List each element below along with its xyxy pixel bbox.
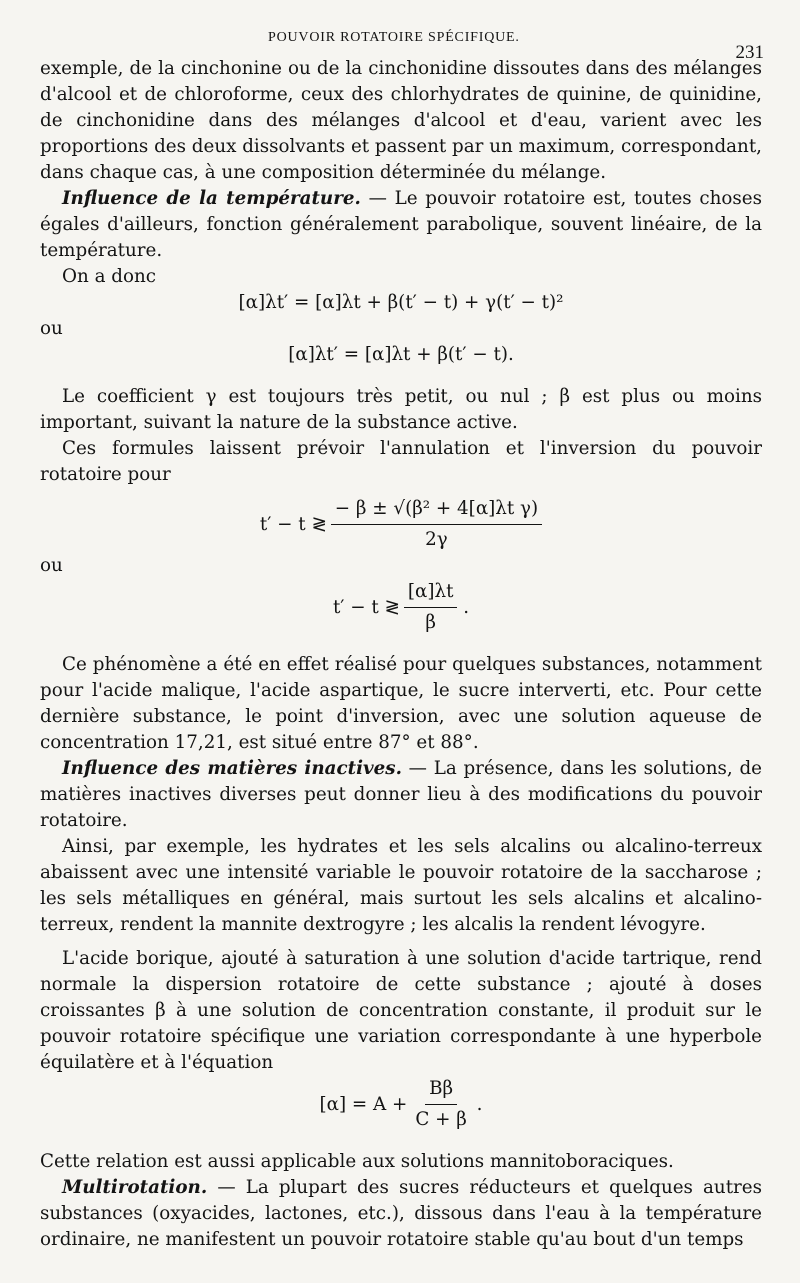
- formula-parabolic: [α]λt′ = [α]λt + β(t′ − t) + γ(t′ − t)²: [238, 292, 564, 313]
- ou-label-2: ou: [40, 555, 63, 576]
- fraction-quadratic-numerator: − β ± √(β² + 4[α]λt γ): [331, 496, 542, 525]
- fraction-linear-denominator: β: [425, 612, 436, 633]
- paragraph-ainsi: Ainsi, par exemple, les hydrates et les sels alcalins ou alcalino-terreux abaissent avec une intensité variable le pouvoir rotatoire de la saccharose ; les sels métalliques en général, mais surtout les sels alcalins et alcalino-terreux, rendent la mannite dextrogyre ; les alcalis la rendent lévogyre.: [40, 836, 762, 935]
- formula-hyperbole-left: [α] = A +: [319, 1093, 408, 1115]
- formula-inversion-quadratic-left: t′ − t ≷: [259, 513, 327, 535]
- fraction-linear: [404, 579, 458, 636]
- paragraph-continuation: exemple, de la cinchonine ou de la cinchonidine dissoutes dans des mélanges d'alcool et de chloroforme, ceux des chlorhydrates de quinine, de quinidine, de cinchonidine dans des mélanges d'alcool et d'eau, varient avec les proportions des deux dissolvants et passent par un maximum, correspondant, dans chaque cas, à une composition déterminée du mélange.: [40, 58, 762, 183]
- formula-inversion-quadratic: [40, 496, 762, 553]
- fraction-linear-numerator: [α]λt: [404, 579, 458, 608]
- paragraph-temperature: [40, 186, 762, 264]
- fraction-hyperbole: [411, 1076, 471, 1133]
- section-heading-temperature: Influence de la température.: [62, 188, 361, 209]
- page-header: [0, 30, 800, 63]
- running-head: POUVOIR ROTATOIRE SPÉCIFIQUE.: [268, 30, 520, 45]
- paragraph-multirotation: [40, 1175, 762, 1253]
- fraction-quadratic: [331, 496, 542, 553]
- paragraph-inactives: [40, 756, 762, 834]
- fraction-quadratic-denominator: 2γ: [425, 529, 448, 550]
- fraction-hyperbole-numerator: Bβ: [425, 1076, 457, 1105]
- on-a-donc-label: On a donc: [62, 266, 157, 287]
- paragraph-multirotation-text: — La plupart des sucres réducteurs et quelques autres substances (oxyacides, lactones, etc.), dissous dans l'eau à la température ordinaire, ne manifestent un pouvoir rotatoire stable qu'au bout d'un temps: [40, 1177, 762, 1250]
- paragraph-temperature-text: — Le pouvoir rotatoire est, toutes choses égales d'ailleurs, fonction généralement parabolique, souvent linéaire, de la température.: [40, 188, 762, 261]
- section-heading-multirotation: Multirotation.: [62, 1177, 208, 1198]
- formula-inversion-linear-left: t′ − t ≷: [332, 596, 400, 618]
- fraction-hyperbole-denominator: C + β: [415, 1109, 467, 1130]
- paragraph-inactives-text: — La présence, dans les solutions, de matières inactives diverses peut donner lieu à des modifications du pouvoir rotatoire.: [40, 758, 762, 831]
- paragraph-coefficient: Le coefficient γ est toujours très petit, ou nul ; β est plus ou moins important, suivant la nature de la substance active.: [40, 386, 762, 433]
- section-heading-inactives: Influence des matières inactives.: [62, 758, 402, 779]
- ou-label-1: ou: [40, 318, 63, 339]
- paragraph-borique: L'acide borique, ajouté à saturation à une solution d'acide tartrique, rend normale la dispersion rotatoire de cette substance ; ajouté à doses croissantes β à une solution de concentration constante, il produit sur le pouvoir rotatoire spécifique une variation correspondante à une hyperbole équilatère et à l'équation: [40, 948, 762, 1073]
- paragraph-formules: Ces formules laissent prévoir l'annulation et l'inversion du pouvoir rotatoire pour: [40, 438, 762, 485]
- page-number: 231: [735, 42, 764, 63]
- formula-inversion-linear: t′ − t ≷ $\frac{[\alpha]\lambda t}{\beta}$ .: [40, 579, 762, 636]
- paragraph-phenomene: Ce phénomène a été en effet réalisé pour quelques substances, notamment pour l'acide malique, l'acide aspartique, le sucre interverti, etc. Pour cette dernière substance, le point d'inversion, avec une solution aqueuse de concentration 17,21, est situé entre 87° et 88°.: [40, 654, 762, 753]
- formula-linear: [α]λt′ = [α]λt + β(t′ − t).: [288, 344, 514, 365]
- page-body: [40, 56, 762, 1253]
- paragraph-relation: Cette relation est aussi applicable aux solutions mannitoboraciques.: [40, 1151, 674, 1172]
- formula-hyperbole: [α] = A + $\frac{B\beta}{C + \beta}$ .: [40, 1076, 762, 1133]
